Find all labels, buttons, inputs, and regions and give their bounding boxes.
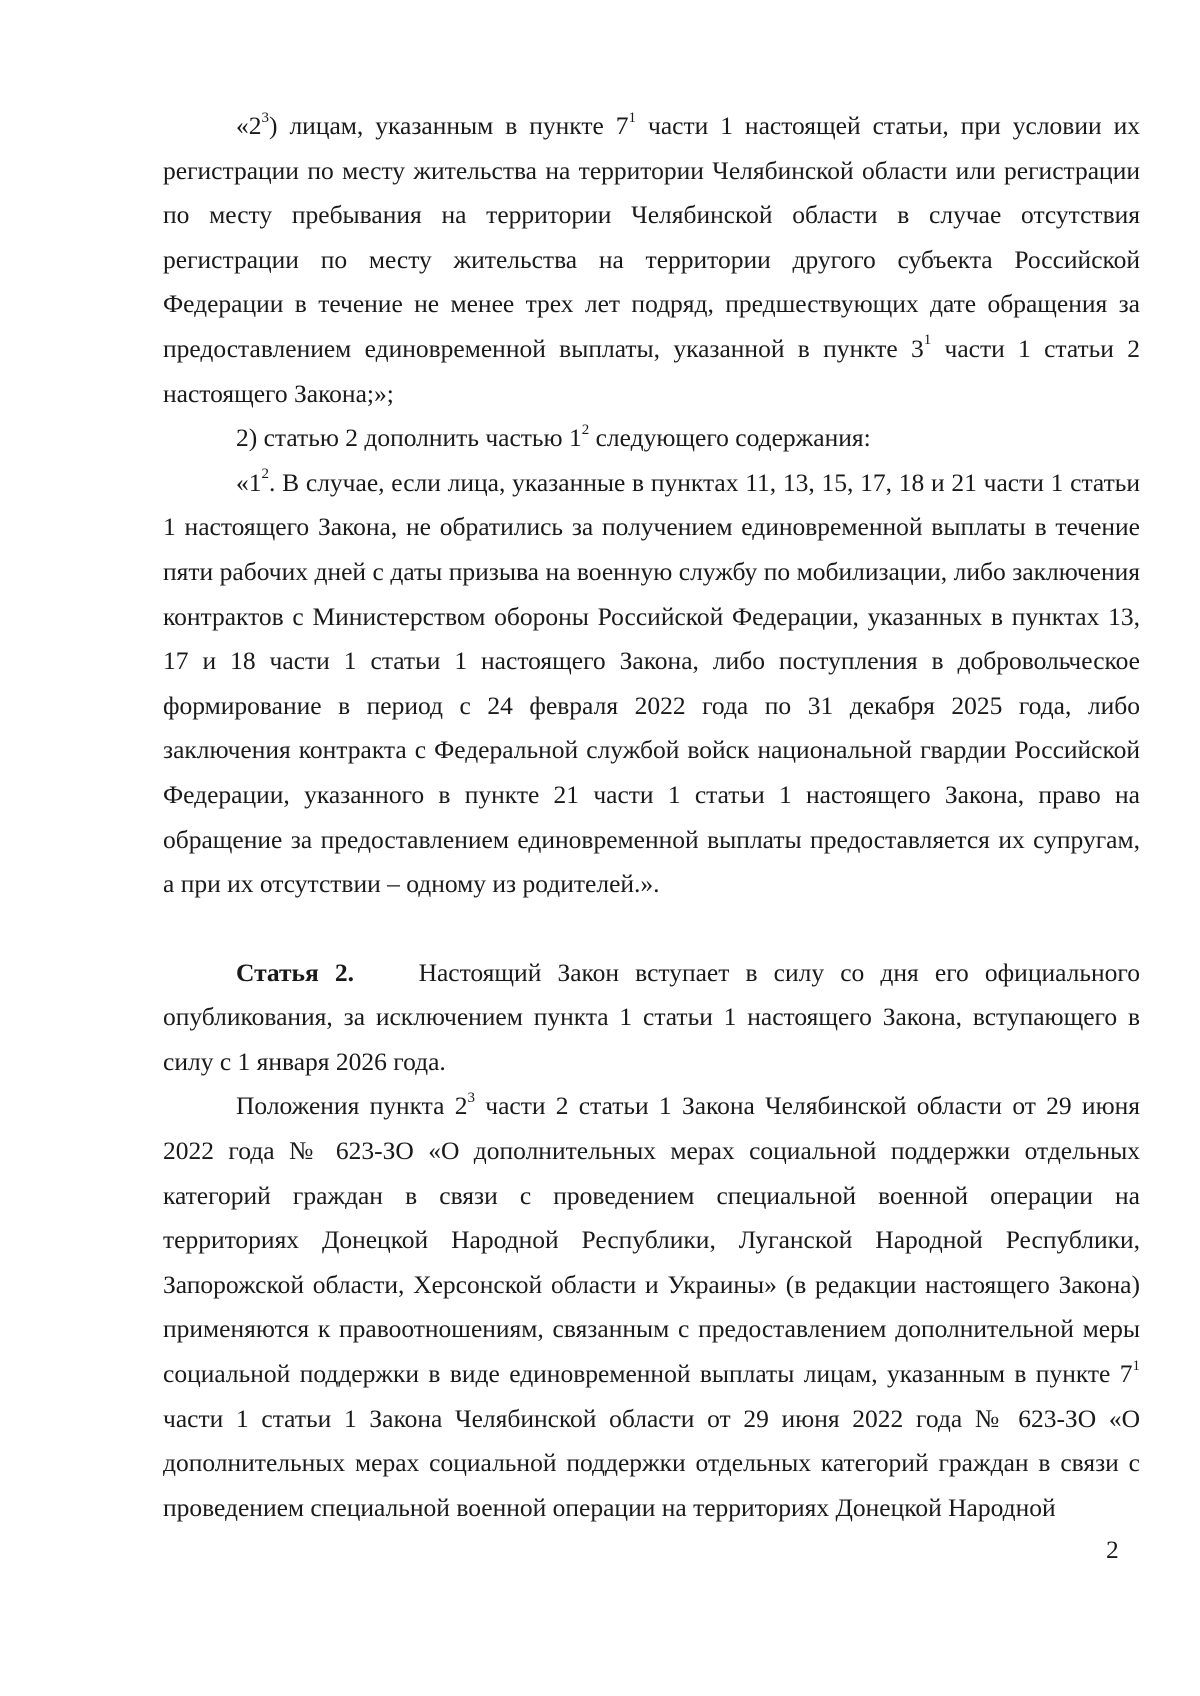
text-run: Положения пункта 2 bbox=[236, 1091, 468, 1121]
text-run: следующего содержания: bbox=[589, 423, 871, 453]
text-run: «1 bbox=[236, 467, 262, 497]
text-run: 2) статью 2 дополнить частью 1 bbox=[236, 423, 582, 453]
paragraph-amendment-2 bbox=[163, 416, 1140, 461]
document-page bbox=[163, 104, 1140, 1530]
article-2-text: Настоящий Закон вступает в силу со дня его официального опубликования, за исключением пункта 1 статьи 1 настоящего Закона, вступающего в силу с 1 января 2026 года. bbox=[163, 957, 1140, 1076]
superscript: 2 bbox=[261, 466, 269, 483]
paragraph-item-2-3 bbox=[163, 104, 1140, 416]
superscript: 1 bbox=[923, 332, 932, 349]
page-number: 2 bbox=[1106, 1535, 1119, 1564]
article-2-label: Статья 2. bbox=[236, 957, 355, 987]
paragraph-part-1-2 bbox=[163, 461, 1140, 907]
superscript: 2 bbox=[581, 421, 590, 438]
superscript: 1 bbox=[1132, 1357, 1140, 1374]
text-run: ) лицам, указанным в пункте 7 bbox=[269, 111, 629, 140]
text-run: «2 bbox=[236, 111, 262, 140]
text-run: части 1 настоящей статьи, при условии их регистрации по месту жительства на территории Челябинской области или регистрации по месту пребывания на территории Челябинской области в случае отсутствия регистрации по месту жительства на территории другого субъекта Российской Федерации в течение не менее трех лет подряд, предшествующих дате обращения за предоставлением единовременной выплаты, указанной в пункте 3 bbox=[163, 111, 1140, 363]
text-run: части 1 статьи 1 Закона Челябинской области от 29 июня 2022 года № 623-ЗО «О дополнительных мерах социальной поддержки отдельных категорий граждан в связи с проведением специальной военной операции на территориях Донецкой Народной bbox=[163, 1403, 1140, 1522]
paragraph-provisions bbox=[163, 1084, 1140, 1530]
paragraph-article-2 bbox=[163, 951, 1140, 1085]
text-run: части 1 статьи 2 настоящего Закона;»; bbox=[163, 333, 1140, 408]
text-run: . В случае, если лица, указанные в пунктах 11, 13, 15, 17, 18 и 21 части 1 статьи 1 настоящего Закона, не обратились за получением единовременной выплаты в течение пяти рабочих дней с даты призыва на военную службу по мобилизации, либо заключения контрактов с Министерством обороны Российской Федерации, указанных в пунктах 13, 17 и 18 части 1 статьи 1 настоящего Закона, либо поступления в добровольческое формирование в период с 24 февраля 2022 года по 31 декабря 2025 года, либо заключения контракта с Федеральной службой войск национальной гвардии Российской Федерации, указанного в пункте 21 части 1 статьи 1 настоящего Закона, право на обращение за предоставлением единовременной выплаты предоставляется их супругам, а при их отсутствии – одному из родителей.». bbox=[163, 467, 1140, 899]
superscript: 3 bbox=[467, 1089, 475, 1106]
text-run: части 2 статьи 1 Закона Челябинской области от 29 июня 2022 года № 623-ЗО «О дополнительных мерах социальной поддержки отдельных категорий граждан в связи с проведением специальной военной операции на территориях Донецкой Народной Республики, Луганской Народной Республики, Запорожской области, Херсонской области и Украины» (в редакции настоящего Закона) применяются к правоотношениям, связанным с предоставлением дополнительной меры социальной поддержки в виде единовременной выплаты лицам, указанным в пункте 7 bbox=[163, 1091, 1140, 1389]
superscript: 3 bbox=[261, 109, 269, 126]
superscript: 1 bbox=[628, 109, 637, 126]
section-gap bbox=[163, 907, 1140, 951]
